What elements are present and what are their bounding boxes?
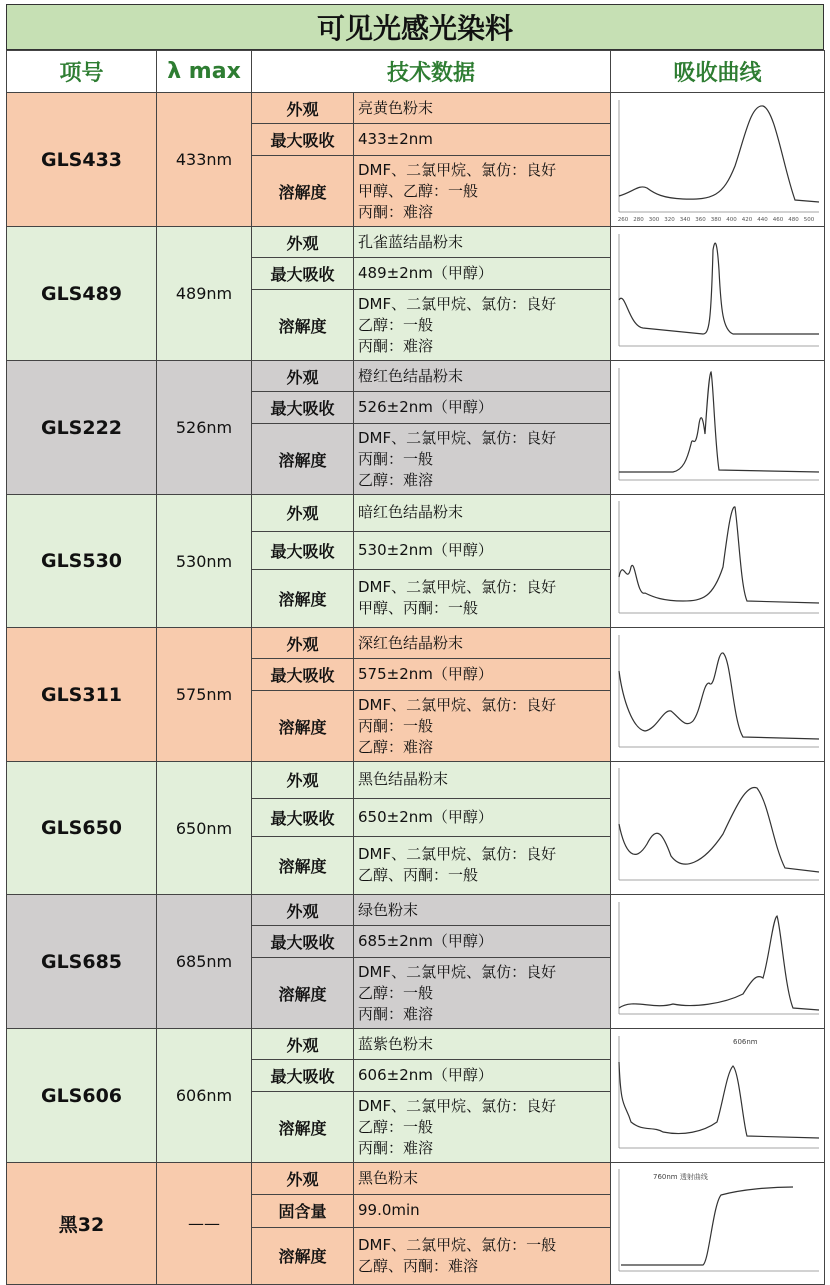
- property-value: [354, 227, 611, 258]
- property-label: 最大吸收: [252, 392, 354, 424]
- property-value-line: 433±2nm: [358, 130, 433, 148]
- property-value-line: 685±2nm（甲醇）: [358, 932, 493, 950]
- product-code: GLS489: [7, 227, 157, 361]
- property-label: 溶解度: [252, 424, 354, 495]
- product-code: GLS433: [7, 93, 157, 227]
- dye-spec-table: [6, 50, 825, 1285]
- property-value-line: 深红色结晶粉末: [358, 633, 464, 652]
- property-value: [354, 798, 611, 836]
- lambda-max: 685nm: [157, 895, 252, 1029]
- property-value: [354, 290, 611, 361]
- spectrum-graph: [613, 1165, 823, 1282]
- lambda-max: 526nm: [157, 361, 252, 495]
- property-label: 溶解度: [252, 156, 354, 227]
- product-code: 黑32: [7, 1163, 157, 1285]
- header-curve: 吸收曲线: [611, 51, 825, 93]
- property-label: 外观: [252, 895, 354, 926]
- property-value: [354, 124, 611, 156]
- curve-tick-label: 340: [679, 216, 691, 223]
- spectrum-graph: [613, 230, 823, 358]
- property-value: [354, 531, 611, 569]
- absorption-curve-chart: [611, 361, 825, 495]
- curve-tick-label: 280: [633, 216, 644, 223]
- curve-tick-label: 320: [664, 216, 675, 223]
- property-value-line: 甲醇、丙酮：一般: [358, 599, 479, 618]
- property-value-line: 暗红色结晶粉末: [358, 503, 464, 522]
- property-value: [354, 1060, 611, 1092]
- absorption-curve-chart: [611, 93, 825, 227]
- absorption-curve-chart: [611, 895, 825, 1029]
- header-lambda: λ max: [157, 51, 252, 93]
- curve-tick-label: 420: [741, 216, 753, 223]
- lambda-max: 489nm: [157, 227, 252, 361]
- curve-tick-label: 380: [710, 216, 722, 223]
- property-value: [354, 659, 611, 691]
- property-value-line: DMF、二氯甲烷、氯仿：良好: [358, 1096, 557, 1115]
- property-value-line: 乙醇：难溶: [358, 470, 434, 489]
- property-value: [354, 1194, 611, 1227]
- property-value-line: DMF、二氯甲烷、氯仿：良好: [358, 428, 557, 447]
- property-value-line: 489±2nm（甲醇）: [358, 264, 493, 282]
- transmission-curve-chart: [611, 1163, 825, 1285]
- property-label: 溶解度: [252, 691, 354, 762]
- property-value-line: 丙酮：难溶: [358, 202, 434, 221]
- property-value-line: 乙醇：一般: [358, 983, 434, 1002]
- property-value-line: DMF、二氯甲烷、氯仿：良好: [358, 695, 557, 714]
- absorption-curve-chart: [611, 762, 825, 895]
- property-value: [354, 156, 611, 227]
- property-value-line: DMF、二氯甲烷、氯仿：良好: [358, 294, 557, 313]
- property-value-line: 孔雀蓝结晶粉末: [358, 232, 464, 251]
- spectrum-graph: [613, 497, 823, 625]
- header-row: [7, 51, 825, 93]
- property-value-line: DMF、二氯甲烷、氯仿：一般: [358, 1235, 557, 1254]
- property-label: 溶解度: [252, 958, 354, 1029]
- property-value-line: 乙醇：一般: [358, 1117, 434, 1136]
- property-label: 最大吸收: [252, 1060, 354, 1092]
- curve-tick-label: 500: [803, 216, 815, 223]
- property-label: 溶解度: [252, 1227, 354, 1284]
- absorption-curve-chart: [611, 495, 825, 628]
- property-label: 溶解度: [252, 569, 354, 627]
- table-row: [7, 495, 825, 532]
- property-value: [354, 1029, 611, 1060]
- property-value-line: 99.0min: [358, 1201, 420, 1220]
- property-value: [354, 1227, 611, 1284]
- property-label: 外观: [252, 762, 354, 799]
- curve-tick-label: 480: [788, 216, 799, 223]
- property-value: [354, 691, 611, 762]
- property-value-line: 乙醇：难溶: [358, 737, 434, 756]
- table-row: [7, 1029, 825, 1060]
- property-value-line: 丙酮：难溶: [358, 336, 434, 355]
- curve-tick-label: 260: [617, 216, 629, 223]
- header-item: 项号: [7, 51, 157, 93]
- property-value-line: 乙醇、丙酮：一般: [358, 866, 479, 885]
- product-code: GLS650: [7, 762, 157, 895]
- header-tech: 技术数据: [252, 51, 611, 93]
- curve-note: 760nm 透射曲线: [653, 1173, 708, 1181]
- product-code: GLS530: [7, 495, 157, 628]
- property-value: [354, 762, 611, 799]
- property-value: [354, 424, 611, 495]
- property-label: 溶解度: [252, 836, 354, 894]
- curve-tick-label: 460: [772, 216, 784, 223]
- lambda-max: 650nm: [157, 762, 252, 895]
- property-value: [354, 628, 611, 659]
- property-value-line: 黑色结晶粉末: [358, 770, 449, 789]
- spectrum-graph: [613, 898, 823, 1026]
- table-row: [7, 762, 825, 799]
- property-value-line: 黑色粉末: [358, 1168, 419, 1187]
- property-value: [354, 836, 611, 894]
- property-value-line: 丙酮：难溶: [358, 1138, 434, 1157]
- table-row: [7, 1163, 825, 1195]
- property-value: [354, 1163, 611, 1195]
- property-label: 最大吸收: [252, 258, 354, 290]
- property-label: 最大吸收: [252, 124, 354, 156]
- property-value-line: DMF、二氯甲烷、氯仿：良好: [358, 845, 557, 864]
- product-code: GLS311: [7, 628, 157, 762]
- property-value-line: 绿色粉末: [358, 900, 419, 919]
- lambda-max: 575nm: [157, 628, 252, 762]
- property-label: 外观: [252, 361, 354, 392]
- product-code: GLS222: [7, 361, 157, 495]
- property-label: 外观: [252, 1163, 354, 1195]
- property-label: 外观: [252, 227, 354, 258]
- absorption-curve-chart: [611, 1029, 825, 1163]
- spectrum-graph: [613, 96, 823, 224]
- property-value: [354, 569, 611, 627]
- property-value-line: 650±2nm（甲醇）: [358, 807, 493, 826]
- product-code: GLS685: [7, 895, 157, 1029]
- property-value-line: 亮黄色粉末: [358, 98, 434, 117]
- property-value-line: 606±2nm（甲醇）: [358, 1066, 493, 1084]
- property-value: [354, 1092, 611, 1163]
- curve-tick-label: 300: [648, 216, 660, 223]
- property-label: 外观: [252, 93, 354, 124]
- table-row: [7, 895, 825, 926]
- property-value-line: 530±2nm（甲醇）: [358, 540, 493, 559]
- property-label: 最大吸收: [252, 531, 354, 569]
- property-value-line: 丙酮：难溶: [358, 1004, 434, 1023]
- property-value-line: DMF、二氯甲烷、氯仿：良好: [358, 578, 557, 597]
- table-row: [7, 628, 825, 659]
- property-value-line: 甲醇、乙醇：一般: [358, 181, 479, 200]
- table-row: [7, 361, 825, 392]
- property-value-line: 橙红色结晶粉末: [358, 366, 464, 385]
- product-code: GLS606: [7, 1029, 157, 1163]
- absorption-curve-chart: [611, 628, 825, 762]
- property-value-line: 乙醇：一般: [358, 315, 434, 334]
- page-title: 可见光感光染料: [6, 4, 824, 50]
- property-value-line: 蓝紫色粉末: [358, 1034, 434, 1053]
- table-row: [7, 227, 825, 258]
- property-label: 外观: [252, 1029, 354, 1060]
- spectrum-graph: [613, 764, 823, 892]
- property-value-line: 丙酮：一般: [358, 449, 434, 468]
- property-value: [354, 258, 611, 290]
- property-label: 溶解度: [252, 290, 354, 361]
- spectrum-graph: [613, 1032, 823, 1160]
- property-value: [354, 958, 611, 1029]
- property-value-line: 575±2nm（甲醇）: [358, 665, 493, 683]
- property-label: 固含量: [252, 1194, 354, 1227]
- lambda-max: 606nm: [157, 1029, 252, 1163]
- property-value: [354, 392, 611, 424]
- property-label: 最大吸收: [252, 798, 354, 836]
- property-label: 外观: [252, 495, 354, 532]
- property-value-line: 乙醇、丙酮：难溶: [358, 1256, 479, 1275]
- lambda-max: ——: [157, 1163, 252, 1285]
- absorption-curve-chart: [611, 227, 825, 361]
- property-label: 最大吸收: [252, 926, 354, 958]
- spectrum-graph: [613, 364, 823, 492]
- curve-tick-label: 400: [726, 216, 737, 223]
- curve-note: 606nm: [733, 1037, 758, 1046]
- property-label: 外观: [252, 628, 354, 659]
- property-value: [354, 93, 611, 124]
- property-label: 溶解度: [252, 1092, 354, 1163]
- property-value: [354, 926, 611, 958]
- curve-tick-label: 360: [695, 216, 706, 223]
- curve-tick-label: 440: [757, 216, 768, 223]
- property-value-line: 526±2nm（甲醇）: [358, 398, 493, 416]
- property-value-line: 丙酮：一般: [358, 716, 434, 735]
- property-value: [354, 495, 611, 532]
- property-label: 最大吸收: [252, 659, 354, 691]
- property-value-line: DMF、二氯甲烷、氯仿：良好: [358, 962, 557, 981]
- property-value-line: DMF、二氯甲烷、氯仿：良好: [358, 160, 557, 179]
- property-value: [354, 361, 611, 392]
- lambda-max: 530nm: [157, 495, 252, 628]
- spectrum-graph: [613, 631, 823, 759]
- property-value: [354, 895, 611, 926]
- table-row: [7, 93, 825, 124]
- lambda-max: 433nm: [157, 93, 252, 227]
